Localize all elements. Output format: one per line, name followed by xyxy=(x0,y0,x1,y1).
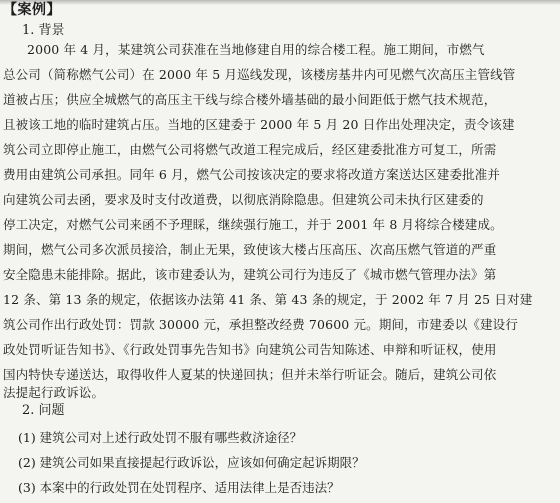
paragraph-line: 道被占压；供应全城燃气的高压主干线与综合楼外墙基础的最小间距低于燃气技术规范， xyxy=(3,92,497,107)
question-item: (1) 建筑公司对上述行政处罚不服有哪些救济途径？ xyxy=(18,430,303,445)
paragraph-line: 筑公司作出行政处罚：罚款 30000 元，承担整改经费 70600 元。期间，市建委以《建设行 xyxy=(3,317,518,332)
paragraph-line: 停工决定，对燃气公司来函不予理睬，继续强行施工，并于 2001 年 8 月将综合楼建成。 xyxy=(3,217,503,232)
paragraph-line: 国内特快专递送达，取得收件人夏某的快递回执；但并未举行听证会。随后，建筑公司依 xyxy=(3,367,497,382)
paragraph-line: 总公司（简称燃气公司）在 2000 年 5 月巡线发现，该楼房基井内可见燃气次高压主管线管 xyxy=(3,67,516,82)
paragraph-line: 期间，燃气公司多次派员接洽，制止无果，致使该大楼占压高压、次高压燃气管道的严重 xyxy=(3,242,497,257)
paragraph-line: 且被该工地的临时建筑占压。当地的区建委于 2000 年 5 月 20 日作出处理决定，责令该建 xyxy=(3,117,515,132)
background-heading: 1. 背景 xyxy=(22,23,65,38)
paragraph-line: 费用由建筑公司承担。同年 6 月，燃气公司按该决定的要求将改道方案送达区建委批准并 xyxy=(3,167,501,182)
question-item: (2) 建筑公司如果直接提起行政诉讼，应该如何确定起诉期限？ xyxy=(18,455,365,470)
scan-top-band xyxy=(0,0,560,5)
paragraph-line: 2000 年 4 月，某建筑公司获准在当地修建自用的综合楼工程。施工期间，市燃气 xyxy=(27,42,485,57)
question-item: (3) 本案中的行政处罚在处罚程序、适用法律上是否违法？ xyxy=(18,480,340,495)
paragraph-line: 向建筑公司去函，要求及时支付改道费，以彻底消除隐患。但建筑公司未执行区建委的 xyxy=(3,192,484,207)
paragraph-line: 12 条、第 13 条的规定，依据该办法第 41 条、第 43 条的规定，于 2002 年 7 月 25 日对建 xyxy=(3,292,533,307)
questions-heading: 2. 问题 xyxy=(22,403,65,418)
paragraph-line: 政处罚听证告知书》、《行政处罚事先告知书》向建筑公司告知陈述、申辩和听证权，使用 xyxy=(3,342,497,357)
paragraph-line: 法提起行政诉讼。 xyxy=(3,385,105,400)
paragraph-line: 筑公司立即停止施工，由燃气公司将燃气改道工程完成后，经区建委批准方可复工，所需 xyxy=(3,142,497,157)
paragraph-line: 安全隐患未能排除。据此，该市建委认为，建筑公司行为违反了《城市燃气管理办法》第 xyxy=(3,267,497,282)
case-title: 【案例】 xyxy=(3,2,61,18)
